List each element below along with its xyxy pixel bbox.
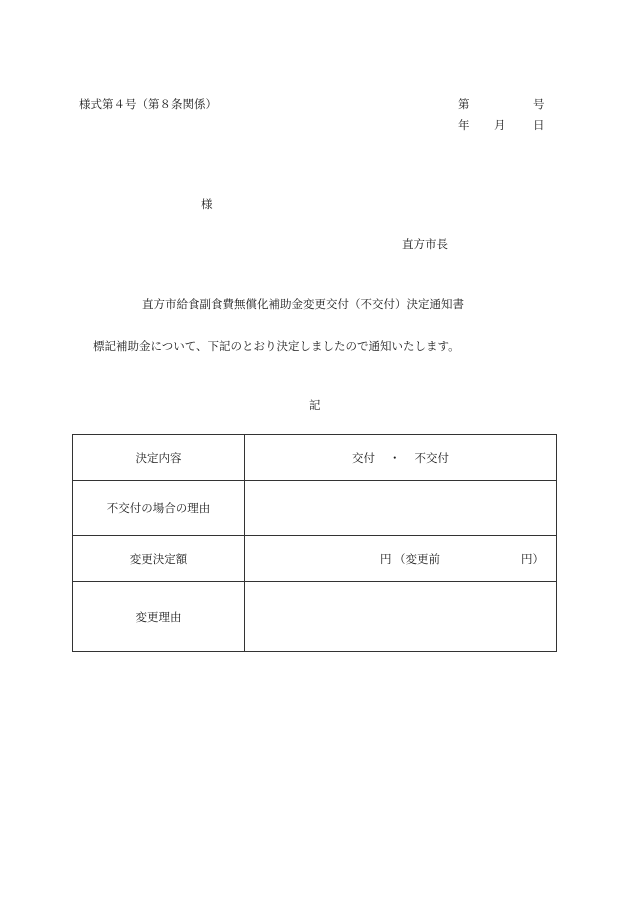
nongrant-reason-value: [245, 481, 557, 536]
changed-amount-label: 変更決定額: [73, 536, 245, 582]
change-reason-label: 変更理由: [73, 582, 245, 652]
ki-label: 記: [309, 398, 321, 412]
table-row: [73, 481, 557, 536]
date-day-label: 日: [533, 118, 545, 132]
decision-content-value: [245, 435, 557, 481]
document-number-prefix: 第: [458, 97, 470, 111]
document-title: 直方市給食副食費無償化補助金変更交付（不交付）決定通知書: [142, 297, 464, 311]
document-number-suffix: 号: [533, 97, 545, 111]
nongrant-reason-label: 不交付の場合の理由: [73, 481, 245, 536]
table-row: [73, 435, 557, 481]
option-nongrant: 不交付: [414, 450, 449, 465]
table-row: [73, 582, 557, 652]
date-month-label: 月: [494, 118, 506, 132]
recipient-honorific: 様: [201, 197, 213, 211]
option-grant: 交付: [352, 450, 375, 465]
amount-before-label: （変更前: [394, 551, 440, 566]
decision-content-label: 決定内容: [73, 435, 245, 481]
changed-amount-value: [245, 536, 557, 582]
change-reason-value: [245, 582, 557, 652]
form-number: 様式第４号（第８条関係）: [79, 97, 217, 111]
date-year-label: 年: [458, 118, 470, 132]
table-row: [73, 536, 557, 582]
decision-details-table: [72, 434, 557, 652]
amount-before-yen-unit: 円）: [521, 551, 544, 566]
issuer-name: 直方市長: [402, 237, 448, 251]
amount-yen-unit: 円: [380, 551, 392, 566]
body-text: 標記補助金について、下記のとおり決定しましたので通知いたします。: [93, 339, 460, 353]
option-separator: ・: [389, 450, 401, 465]
